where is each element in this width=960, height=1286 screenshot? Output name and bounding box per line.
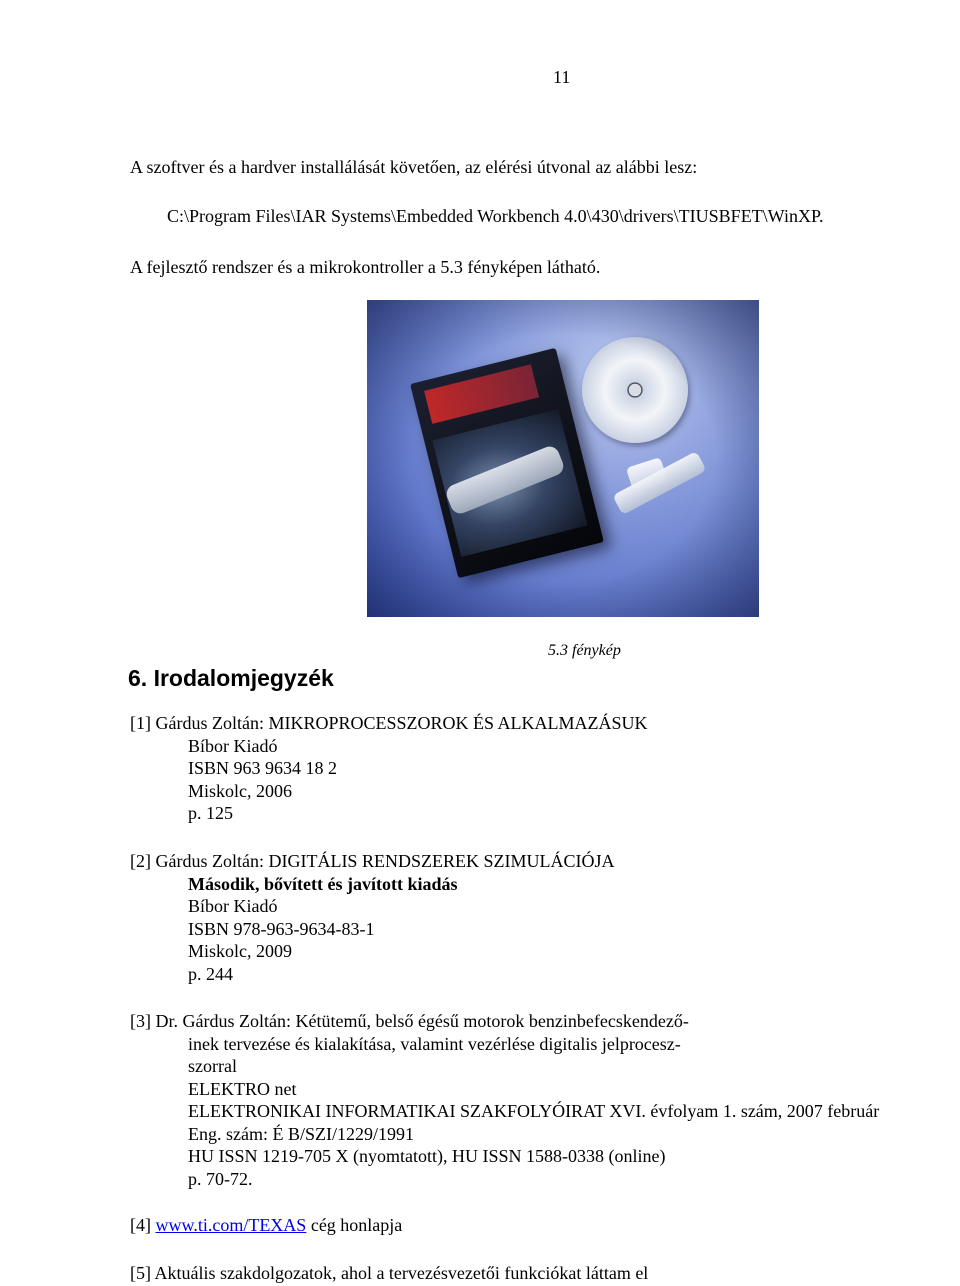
reference-3 [130, 1010, 879, 1190]
reference-line: ISBN 963 9634 18 2 [188, 758, 338, 778]
photo-reference-sentence: A fejlesztő rendszer és a mikrokontroller a 5.3 fényképen látható. [130, 257, 601, 277]
driver-path: C:\Program Files\IAR Systems\Embedded Workbench 4.0\430\drivers\TIUSBFET\WinXP. [167, 206, 824, 226]
ti-website-link[interactable]: www.ti.com/TEXAS [155, 1215, 307, 1235]
reference-title: [5] Aktuális szakdolgozatok, ahol a tervezésvezetői funkciókat láttam el [130, 1263, 649, 1283]
reference-4 [130, 1214, 402, 1237]
reference-title: [1] Gárdus Zoltán: MIKROPROCESSZOROK ÉS ALKALMAZÁSUK [130, 713, 648, 733]
reference-line: p. 244 [188, 963, 233, 984]
development-kit-photo [367, 300, 759, 617]
reference-2 [130, 850, 614, 985]
reference-line: Miskolc, 2006 [188, 780, 293, 801]
reference-title: [3] Dr. Gárdus Zoltán: Kétütemű, belső égésű motorok benzinbefecskendező- [130, 1011, 689, 1031]
intro-paragraph: A szoftver és a hardver installálását követően, az elérési útvonal az alábbi lesz: [130, 157, 698, 177]
reference-prefix: [4] [130, 1215, 156, 1235]
reference-line: inek tervezése és kialakítása, valamint vezérlése digitalis jelprocesz- [188, 1033, 681, 1054]
reference-title: [2] Gárdus Zoltán: DIGITÁLIS RENDSZEREK SZIMULÁCIÓJA [130, 851, 615, 871]
reference-line: p. 125 [188, 803, 233, 823]
reference-line: ISBN 978-963-9634-83-1 [188, 918, 375, 939]
reference-1 [130, 712, 648, 825]
reference-line: ELEKTRO net [188, 1078, 297, 1099]
reference-line: Bíbor Kiadó [188, 896, 278, 916]
reference-line: szorral [188, 1056, 237, 1076]
reference-line: ELEKTRONIKAI INFORMATIKAI SZAKFOLYÓIRAT XVI. évfolyam 1. szám, 2007 február [188, 1101, 880, 1121]
reference-line: Bíbor Kiadó [188, 735, 278, 756]
reference-edition: Második, bővített és javított kiadás [188, 873, 458, 894]
section-heading: 6. Irodalomjegyzék [128, 665, 334, 691]
figure-caption: 5.3 fénykép [548, 642, 621, 659]
reference-line: Miskolc, 2009 [188, 941, 293, 961]
reference-suffix: cég honlapja [306, 1215, 403, 1235]
reference-line: HU ISSN 1219-705 X (nyomtatott), HU ISSN 1588-0338 (online) [188, 1146, 666, 1166]
reference-line: p. 70-72. [188, 1168, 253, 1189]
reference-line: Eng. szám: É B/SZI/1229/1991 [188, 1123, 414, 1144]
page-number: 11 [553, 67, 571, 87]
reference-5 [130, 1262, 648, 1285]
